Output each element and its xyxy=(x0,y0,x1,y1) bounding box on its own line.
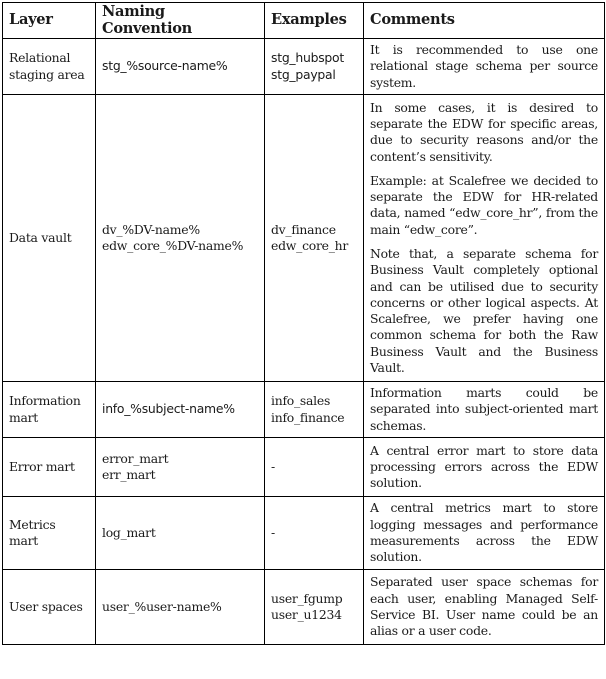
example-text: edw_core_hr xyxy=(271,238,349,253)
convention-text: edw_core_%DV-name% xyxy=(102,238,244,253)
header-naming-convention: Naming Convention xyxy=(96,3,265,39)
cell-comments xyxy=(364,570,605,645)
example-text: user_u1234 xyxy=(271,607,342,622)
header-layer: Layer xyxy=(3,3,96,39)
table-row xyxy=(3,497,605,570)
comment-paragraph: It is recommended to use one relational stage schema per source system. xyxy=(370,42,598,90)
cell-naming-convention xyxy=(96,570,265,645)
table-row xyxy=(3,39,605,95)
comment-paragraph: A central metrics mart to store logging messages and performance measurements across the EDW solution. xyxy=(370,500,598,565)
example-text: info_finance xyxy=(271,409,345,425)
table-header-row xyxy=(3,3,605,39)
header-examples: Examples xyxy=(265,3,364,39)
cell-comments xyxy=(364,39,605,95)
convention-text: info_%subject-name% xyxy=(102,401,235,417)
example-text: stg_hubspot xyxy=(271,50,344,66)
convention-text: user_%user-name% xyxy=(102,598,222,614)
cell-comments xyxy=(364,382,605,438)
cell-examples xyxy=(265,382,364,438)
layer-text: staging area xyxy=(9,66,85,82)
cell-comments xyxy=(364,497,605,570)
layer-text: mart xyxy=(9,533,39,548)
cell-layer xyxy=(3,95,96,382)
layer-text: Error mart xyxy=(9,458,75,474)
layer-text: User spaces xyxy=(9,598,83,614)
comment-paragraph: A central error mart to store data processing errors across the EDW solution. xyxy=(370,442,598,491)
cell-examples xyxy=(265,438,364,497)
convention-text: err_mart xyxy=(102,467,156,482)
comment-paragraph: In some cases, it is desired to separate the EDW for specific areas, due to security reasons and/or the content’s sensitivity. xyxy=(370,99,598,164)
layer-text: Information xyxy=(9,393,81,409)
table-row xyxy=(3,95,605,382)
cell-naming-convention xyxy=(96,39,265,95)
comment-paragraph: Note that, a separate schema for Business Vault completely optional and can be utilised due to security concerns or other logical aspects. At Scalefree, we prefer having one common schema for both the Raw Business Vault and the Business Vault. xyxy=(370,246,598,376)
cell-layer xyxy=(3,497,96,570)
example-text: - xyxy=(271,458,275,474)
layer-text: Data vault xyxy=(9,229,72,245)
convention-text: error_mart xyxy=(102,450,169,466)
cell-layer xyxy=(3,438,96,497)
layer-text: mart xyxy=(9,409,39,425)
convention-text: log_mart xyxy=(102,524,156,540)
example-text: - xyxy=(271,524,275,540)
example-text: info_sales xyxy=(271,393,331,409)
layer-text: Relational xyxy=(9,50,71,66)
comment-paragraph: Information marts could be separated into subject-oriented mart schemas. xyxy=(370,385,598,433)
example-text: dv_finance xyxy=(271,221,336,237)
example-text: stg_paypal xyxy=(271,66,336,82)
cell-comments xyxy=(364,95,605,382)
table-row xyxy=(3,438,605,497)
cell-examples xyxy=(265,497,364,570)
cell-layer xyxy=(3,382,96,438)
layer-text: Metrics xyxy=(9,516,56,532)
convention-text: stg_%source-name% xyxy=(102,58,228,74)
comment-paragraph: Example: at Scalefree we decided to separate the EDW for HR-related data, named “edw_core_hr”, from the main “edw_core”. xyxy=(370,172,598,237)
table-row xyxy=(3,382,605,438)
header-comments: Comments xyxy=(364,3,605,39)
example-text: user_fgump xyxy=(271,590,343,606)
cell-layer xyxy=(3,39,96,95)
cell-layer xyxy=(3,570,96,645)
cell-examples xyxy=(265,39,364,95)
cell-comments xyxy=(364,438,605,497)
cell-naming-convention xyxy=(96,497,265,570)
comment-paragraph: Separated user space schemas for each user, enabling Managed Self-Service BI. User name could be an alias or a user code. xyxy=(370,574,598,639)
cell-naming-convention xyxy=(96,382,265,438)
table-row xyxy=(3,570,605,645)
cell-naming-convention xyxy=(96,95,265,382)
cell-examples xyxy=(265,570,364,645)
convention-text: dv_%DV-name% xyxy=(102,221,200,237)
naming-convention-table xyxy=(2,2,605,645)
cell-examples xyxy=(265,95,364,382)
cell-naming-convention xyxy=(96,438,265,497)
